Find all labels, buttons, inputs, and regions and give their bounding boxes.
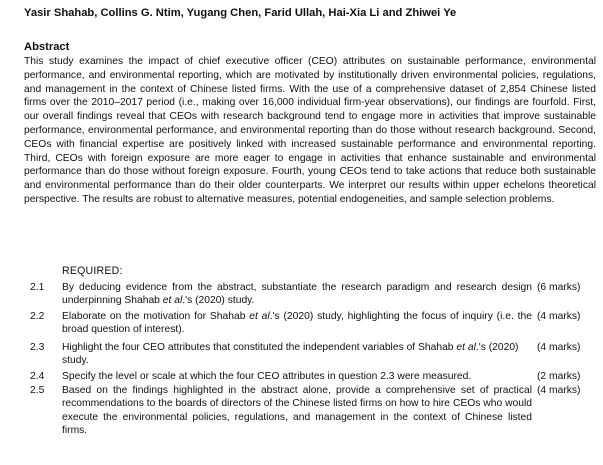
question-number: 2.3 xyxy=(30,342,45,353)
question-marks: (4 marks) xyxy=(537,342,581,353)
abstract-body: This study examines the impact of chief executive officer (CEO) attributes on sustainable performance, environmental performance, and environmental reporting, which are motivated by institutionally driven environmental policies, regulations, and management in the context of Chinese listed firms. With the use of a comprehensive dataset of 2,854 Chinese listed firms over the 2010–2017 period (i.e., making over 16,000 individual firm-year observations), our findings are fourfold. First, our overall findings reveal that CEOs with research background tend to engage more in activities that improve sustainable performance, environmental performance, and environmental reporting than do those without research background. Second, CEOs with financial expertise are positively linked with increased sustainable performance and environmental reporting. Third, CEOs with foreign exposure are more eager to engage in activities that enhance sustainable and environmental performance than do those without foreign exposure. Fourth, young CEOs tend to take actions that reduce both sustainable and environmental performance than do their older counterparts. We interpret our results within upper echelons theoretical perspective. The results are robust to alternative measures, potential endogeneities, and sample selection problems. xyxy=(24,56,596,205)
question-marks: (4 marks) xyxy=(537,385,581,396)
question-text: Elaborate on the motivation for Shahab et al.'s (2020) study, highlighting the focus of inquiry (i.e. the broad question of interest). xyxy=(62,311,532,336)
question-number: 2.2 xyxy=(30,311,45,322)
question-text: By deducing evidence from the abstract, substantiate the research paradigm and research design underpinning Shahab et al.'s (2020) study. xyxy=(62,282,532,307)
abstract-heading: Abstract xyxy=(24,41,70,53)
question-marks: (6 marks) xyxy=(537,282,581,293)
author-list: Yasir Shahab, Collins G. Ntim, Yugang Chen, Farid Ullah, Hai-Xia Li and Zhiwei Ye xyxy=(24,7,457,19)
question-marks: (4 marks) xyxy=(537,311,581,322)
required-heading: REQUIRED: xyxy=(62,265,123,277)
question-text: Highlight the four CEO attributes that constituted the independent variables of Shahab et al.'s (2020) study. xyxy=(62,342,519,367)
question-marks: (2 marks) xyxy=(537,371,581,382)
question-number: 2.4 xyxy=(30,371,45,382)
question-number: 2.5 xyxy=(30,385,45,396)
question-text: Specify the level or scale at which the four CEO attributes in question 2.3 were measured. xyxy=(62,371,472,382)
question-text: Based on the findings highlighted in the abstract alone, provide a comprehensive set of practical recommendations to the boards of directors of the Chinese listed firms on how to hire CEOs who would execute the environmental policies, regulations, and management in the context of Chinese listed firms. xyxy=(62,385,532,437)
question-number: 2.1 xyxy=(30,282,45,293)
